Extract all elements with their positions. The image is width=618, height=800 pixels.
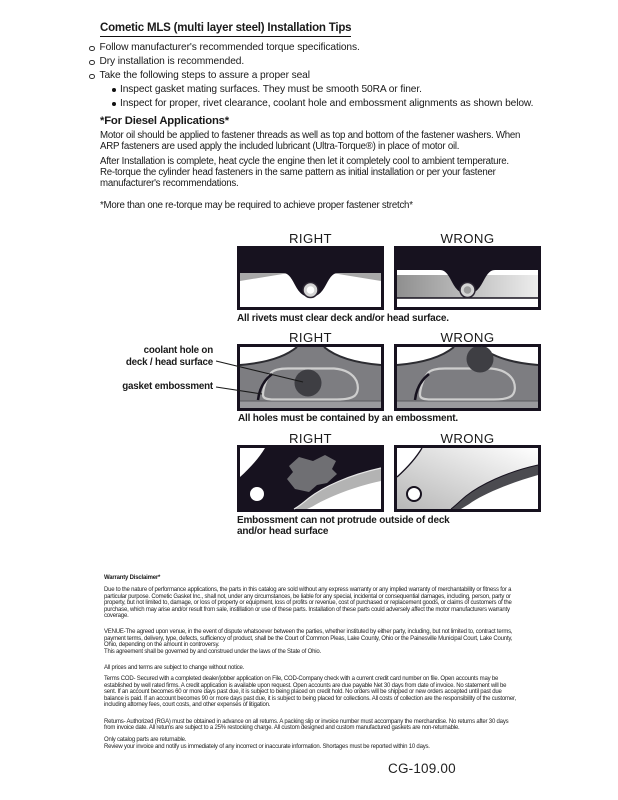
open-bullet-icon [89, 46, 95, 52]
row1-right-label: RIGHT [288, 231, 333, 246]
figure-row1-wrong-diagram [394, 246, 541, 310]
list-item [89, 55, 569, 69]
figure-row3-wrong-diagram [394, 445, 541, 512]
filled-bullet-icon [112, 88, 116, 92]
diesel-paragraph-2: After Installation is complete, heat cycle the engine then let it completely cool to ambient temperature. Re-torque the cylinder head fasteners in the same pattern as initial installation or per your fastener manufacturer's recommendations. [100, 156, 509, 189]
warranty-paragraph: This agreement shall be governed by and construed under the laws of the State of Ohio. [104, 648, 321, 655]
row2-caption: All holes must be contained by an embossment. [238, 413, 458, 424]
list-item [89, 97, 569, 111]
open-bullet-icon [89, 60, 95, 66]
warranty-paragraph: Only catalog parts are returnable. [104, 737, 187, 744]
coolant-hole-callout: coolant hole on deck / head surface [125, 345, 213, 368]
open-bullet-icon [89, 74, 95, 80]
warranty-paragraph: Due to the nature of performance applications, the parts in this catalog are sold without any express warranty or any implied warranty of merchantability or fitness for a particular purpose. Cometic Gasket Inc., shall not, under any circumstances, be liable for any special, incidental or consequential damages, including, person, party or property, but not limited to, damage, or loss of property or equipment, loss of profits or revenue, cost of purchased or replacement goods, or claims of customers of the purchase, which may arise and/or result from sale, instillation or use of these parts. Installation of these parts could adversely affect the motor manufacturers warranty coverage. [104, 587, 512, 620]
page-code: CG-109.00 [388, 761, 456, 776]
warranty-paragraph: Terms COD- Secured with a completed dealer/jobber application on File, COD-Company check with a current credit card number on file. Open accounts may be established by well rated firms. A credit application is available upon request. Open accounts are due payable Net 30 days from date of invoice. No statement will be sent. If an account becomes 60 or more days past due, it is subject to being placed on credit hold. No orders will be shipped or new orders accepted until past due balance is paid. If an account becomes 90 or more days past due, it is subject to being placed for collections. All costs of collection are the responsibility of the customer, including attorney fees, court costs, and other expenses of litigation. [104, 676, 516, 709]
figure-row2-wrong-diagram [394, 344, 541, 411]
list-item-text: Follow manufacturer's recommended torque specifications. [99, 42, 360, 53]
list-item [89, 69, 569, 83]
list-item [89, 41, 569, 55]
page-title: Cometic MLS (multi layer steel) Installation Tips [100, 22, 351, 37]
list-item-text: Take the following steps to assure a proper seal [99, 70, 310, 81]
warranty-paragraph: Returns- Authorized (RGA) must be obtained in advance on all returns. A packing slip or invoice number must accompany the merchandise. No returns after 30 days from invoice date. All returns are subject to a 25% restocking charge. All custom designed and custom manufactured gaskets are non-returnable. [104, 718, 509, 731]
warranty-paragraph: All prices and terms are subject to change without notice. [104, 665, 245, 672]
diesel-applications-heading: *For Diesel Applications* [100, 115, 229, 127]
figure-row1-right-diagram [237, 246, 384, 310]
warranty-paragraph: Review your invoice and notify us immediately of any incorrect or inaccurate information. Shortages must be reported within 10 days. [104, 743, 430, 750]
row1-caption: All rivets must clear deck and/or head surface. [237, 313, 449, 324]
list-item-text: Inspect gasket mating surfaces. They must be smooth 50RA or finer. [120, 84, 422, 95]
retorque-note: *More than one re-torque may be required to achieve proper fastener stretch* [100, 200, 413, 211]
list-item-text: Inspect for proper, rivet clearance, coolant hole and embossment alignments as shown below. [120, 98, 534, 109]
row2-right-label: RIGHT [288, 330, 333, 345]
figure-row2-right-diagram [237, 344, 384, 411]
row3-wrong-label: WRONG [440, 431, 495, 446]
figure-row3-right-diagram [237, 445, 384, 512]
row3-caption: Embossment can not protrude outside of deck and/or head surface [237, 515, 450, 537]
warranty-heading: Warranty Disclaimer* [104, 575, 161, 581]
warranty-paragraph: VENUE-The agreed upon venue, in the event of dispute whatsoever between the parties, whether instituted by either party, including, but not limited to, contract terms, payment terms, delivery, type, defects, sufficiency of product, shall be the Court of Common Pleas, Lake County, Ohio or the Painesville Municipal Court, Lake County, Ohio, depending on the amount in controversy. [104, 629, 513, 649]
gasket-embossment-callout: gasket embossment [122, 381, 213, 392]
row2-wrong-label: WRONG [440, 330, 495, 345]
filled-bullet-icon [112, 102, 116, 106]
list-item [89, 83, 569, 97]
diesel-paragraph-1: Motor oil should be applied to fastener threads as well as top and bottom of the fastener washers. When ARP fasteners are used apply the included lubricant (Ultra-Torque®) in place of motor oil. [100, 130, 521, 152]
row3-right-label: RIGHT [288, 431, 333, 446]
installation-tips-list [89, 41, 569, 111]
warranty-disclaimer-section [104, 575, 517, 750]
list-item-text: Dry installation is recommended. [99, 56, 245, 67]
row1-wrong-label: WRONG [440, 231, 495, 246]
